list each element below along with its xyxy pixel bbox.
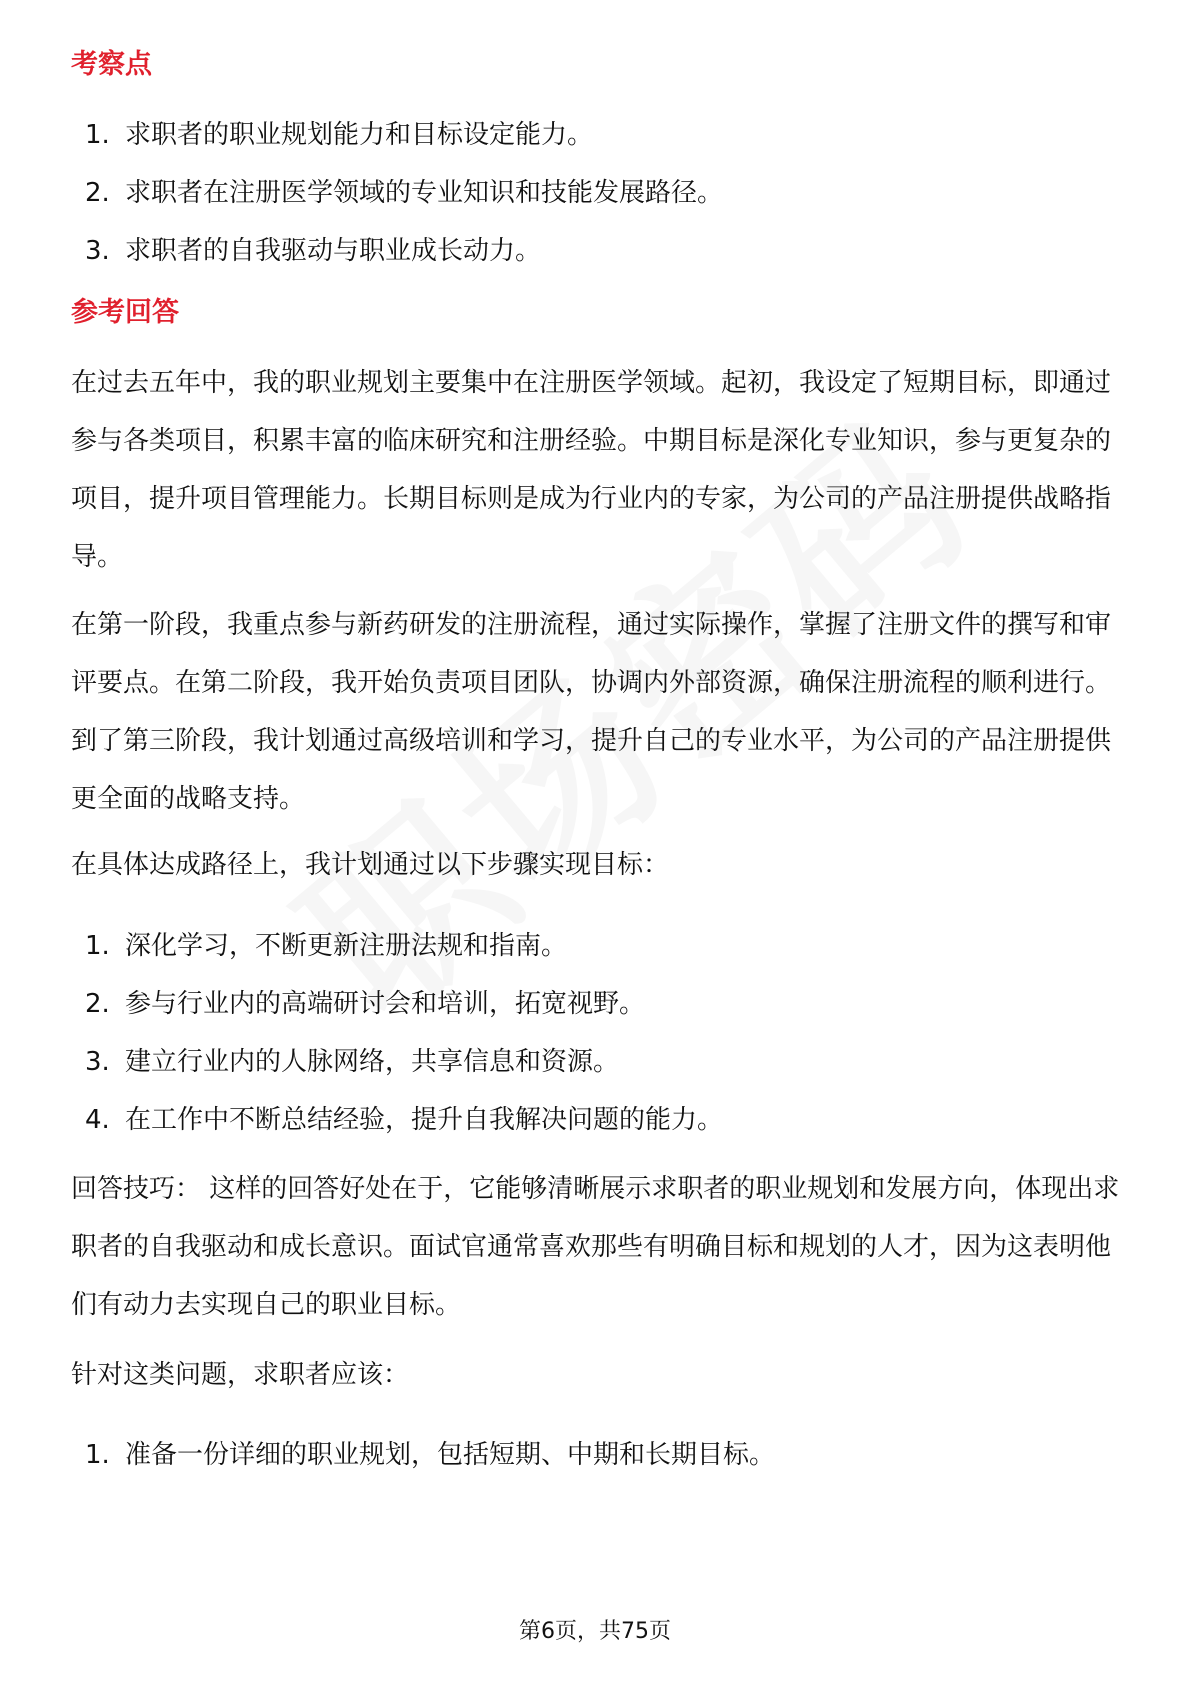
list-item: [71, 1437, 775, 1495]
list-item: [71, 928, 723, 986]
list-text: 求职者的自我驱动与职业成长动力。: [125, 236, 542, 266]
section-heading-answer: 参考回答: [71, 297, 179, 328]
list-text: 准备一份详细的职业规划，包括短期、中期和长期目标。: [125, 1440, 776, 1470]
answer-paragraph-1: 在过去五年中，我的职业规划主要集中在注册医学领域。起初，我设定了短期目标，即通过参与各类项目，积累丰富的临床研究和注册经验。中期目标是深化专业知识，参与更复杂的项目，提升项目管理能力。长期目标则是成为行业内的专家，为公司的产品注册提供战略指导。: [71, 368, 1112, 572]
focus-list: [71, 117, 723, 291]
list-item: [71, 1044, 723, 1102]
list-text: 深化学习，不断更新注册法规和指南。: [125, 931, 568, 961]
list-item: [71, 233, 723, 291]
list-number: 1.: [85, 1440, 110, 1470]
list-item: [71, 1102, 723, 1160]
list-number: 1.: [85, 120, 110, 150]
advice-list: [71, 1437, 775, 1495]
answer-paragraph-3: 在具体达成路径上，我计划通过以下步骤实现目标：: [71, 850, 670, 880]
list-text: 求职者在注册医学领域的专业知识和技能发展路径。: [125, 178, 724, 208]
list-number: 1.: [85, 931, 110, 961]
list-number: 2.: [85, 178, 110, 208]
section-heading-focus: 考察点: [71, 49, 152, 80]
list-item: [71, 117, 723, 175]
list-item: [71, 175, 723, 233]
list-number: 2.: [85, 989, 110, 1019]
list-text: 参与行业内的高端研讨会和培训，拓宽视野。: [125, 989, 646, 1019]
list-text: 在工作中不断总结经验，提升自我解决问题的能力。: [125, 1105, 724, 1135]
page-footer: 第6页，共75页: [519, 1619, 671, 1644]
advice-intro: 针对这类问题，求职者应该：: [71, 1360, 410, 1390]
list-text: 建立行业内的人脉网络，共享信息和资源。: [125, 1047, 620, 1077]
list-number: 3.: [85, 236, 110, 266]
list-number: 3.: [85, 1047, 110, 1077]
list-item: [71, 986, 723, 1044]
list-text: 求职者的职业规划能力和目标设定能力。: [125, 120, 594, 150]
list-number: 4.: [85, 1105, 110, 1135]
path-list: [71, 928, 723, 1160]
answer-paragraph-2: 在第一阶段，我重点参与新药研发的注册流程，通过实际操作，掌握了注册文件的撰写和审评要点。在第二阶段，我开始负责项目团队，协调内外部资源，确保注册流程的顺利进行。到了第三阶段，我计划通过高级培训和学习，提升自己的专业水平，为公司的产品注册提供更全面的战略支持。: [71, 610, 1112, 814]
answer-tips: 回答技巧： 这样的回答好处在于，它能够清晰展示求职者的职业规划和发展方向，体现出求职者的自我驱动和成长意识。面试官通常喜欢那些有明确目标和规划的人才，因为这表明他们有动力去实现自己的职业目标。: [71, 1174, 1120, 1320]
